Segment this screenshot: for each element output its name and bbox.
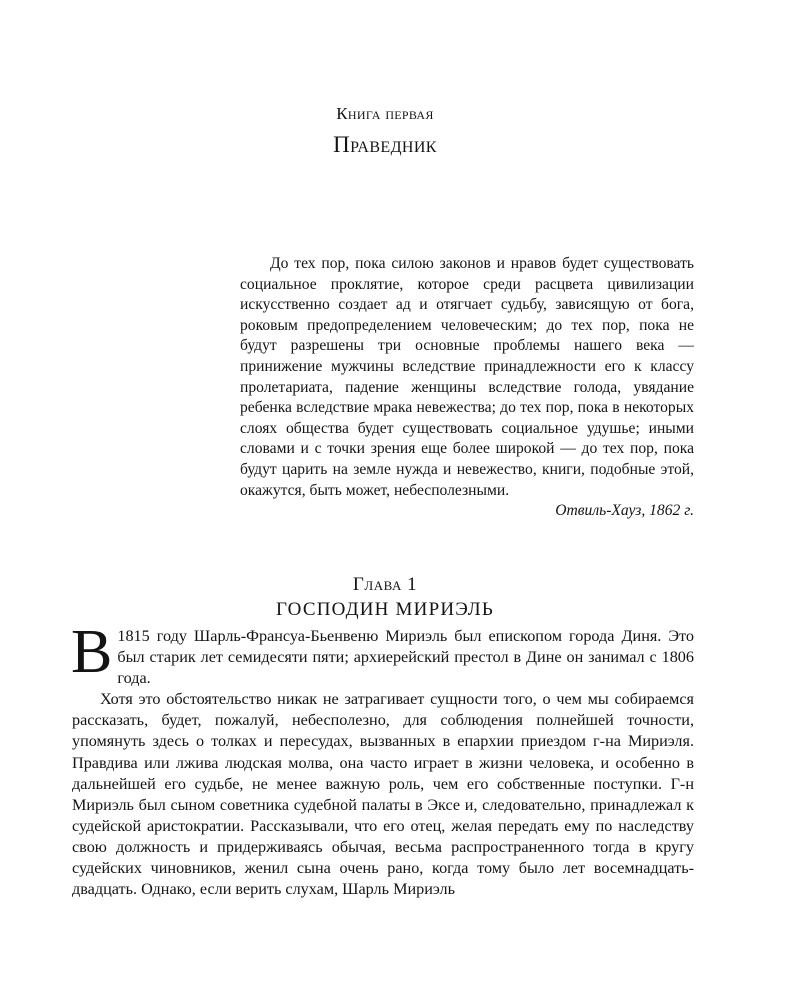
second-paragraph: Хотя это обстоятельство никак не затрагивает сущности того, о чем мы собираемся рассказать, будет, пожалуй, небесполезно, для соблюдения полнейшей точности, упомянуть здесь о толках и пересудах, вызванных в епархии приездом г-на Мириэля. Правдива или лжива людская молва, она часто играет в жизни человека, и особенно в дальнейшей его судьбе, не менее важную роль, чем его собственные поступки. Г-н Мириэль был сыном советника судебной палаты в Эксе и, следовательно, принадлежал к судейской аристократии. Рассказывали, что его отец, желая передать ему по наследству свою должность и придерживаясь обычая, весьма распространенного тогда в кругу судейских чиновников, женил сына очень рано, когда тому было лет восемнадцать-двадцать. Однако, если верить слухам, Шарль Мириэль: [72, 690, 694, 899]
chapter-heading: [0, 574, 770, 622]
epigraph: [240, 254, 694, 522]
chapter-title: ГОСПОДИН МИРИЭЛЬ: [275, 598, 495, 620]
epigraph-text: До тех пор, пока силою законов и нравов будет существовать социальное проклятие, которое среди расцвета цивилизации искусственно создает ад и отягчает судьбу, зависящую от бога, роковым предопределением человеческим; до тех пор, пока не будут разрешены три основные проблемы нашего века — принижение мужчины вследствие принадлежности его к классу пролетариата, падение женщины вследствие голода, увядание ребенка вследствие мрака невежества; до тех пор, пока в некоторых слоях общества будет существовать социальное удушье; иными словами и с точки зрения еще более широкой — до тех пор, пока будут царить на земле нужда и невежество, книги, подобные этой, окажутся, быть может, небесполезными.: [240, 255, 694, 499]
chapter-body: [71, 618, 694, 900]
first-paragraph: [71, 618, 694, 689]
drop-cap: В: [71, 618, 113, 686]
book-number: Книга первая: [336, 104, 434, 123]
first-paragraph-text: 1815 году Шарль-Франсуа-Бьенвеню Мириэль был епископом города Диня. Это был старик лет семидесяти пяти; архиерейский престол в Дине он занимал с 1806 года.: [117, 627, 694, 688]
chapter-number: Глава 1: [352, 574, 418, 595]
epigraph-signature: Отвиль-Хауз, 1862 г.: [555, 502, 694, 520]
book-title: Праведник: [333, 131, 437, 157]
book-heading: [0, 104, 770, 158]
